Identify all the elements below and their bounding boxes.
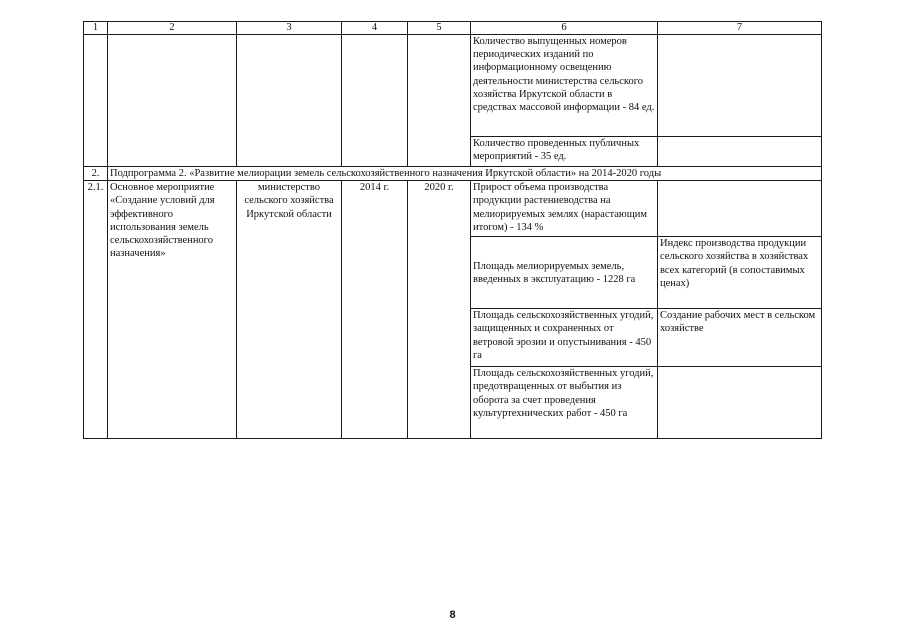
empty-cell xyxy=(108,309,237,439)
page-number: 8 xyxy=(449,609,456,621)
empty-cell xyxy=(237,35,342,167)
measure-cell: Основное мероприятие «Создание условий для эффективного использования земель сельскохозяйственного назначения» xyxy=(108,181,237,309)
empty-cell xyxy=(408,309,471,439)
empty-cell xyxy=(658,181,822,237)
empty-cell xyxy=(84,309,108,439)
table-row xyxy=(84,35,822,137)
empty-cell xyxy=(84,35,108,167)
end-year-cell: 2020 г. xyxy=(408,181,471,309)
start-year-cell: 2014 г. xyxy=(342,181,408,309)
subprogram-row xyxy=(84,167,822,181)
column-number-cell: 4 xyxy=(342,22,408,35)
indicator-cell: Площадь мелиорируемых земель, введенных в эксплуатацию - 1228 га xyxy=(471,237,658,309)
column-number-cell: 5 xyxy=(408,22,471,35)
column-number-cell: 7 xyxy=(658,22,822,35)
empty-cell xyxy=(408,35,471,167)
row-number: 2.1. xyxy=(84,181,108,309)
indicator-cell: Количество проведенных публичных мероприятий - 35 ед. xyxy=(471,137,658,167)
row-number: 2. xyxy=(84,167,108,181)
indicator-cell: Площадь сельскохозяйственных угодий, защищенных и сохраненных от ветровой эрозии и опустынивания - 450 га xyxy=(471,309,658,367)
empty-cell xyxy=(658,137,822,167)
subprogram-title: Подпрограмма 2. «Развитие мелиорации земель сельскохозяйственного назначения Иркутской области» на 2014-2020 годы xyxy=(108,167,822,181)
column-number-cell: 1 xyxy=(84,22,108,35)
result-cell: Создание рабочих мест в сельском хозяйстве xyxy=(658,309,822,367)
executor-cell: министерство сельского хозяйства Иркутской области xyxy=(237,181,342,309)
indicator-cell: Площадь сельскохозяйственных угодий, предотвращенных от выбытия из оборота за счет проведения культуртехнических работ - 450 га xyxy=(471,367,658,439)
column-number-cell: 2 xyxy=(108,22,237,35)
result-cell: Индекс производства продукции сельского хозяйства в хозяйствах всех категорий (в сопоставимых ценах) xyxy=(658,237,822,309)
empty-cell xyxy=(658,35,822,137)
empty-cell xyxy=(342,35,408,167)
column-number-row xyxy=(84,22,822,35)
empty-cell xyxy=(342,309,408,439)
table-row xyxy=(84,181,822,237)
indicator-cell: Количество выпущенных номеров периодических изданий по информационному освещению деятельности министерства сельского хозяйства Иркутской области в средствах массовой информации - 84 ед. xyxy=(471,35,658,137)
empty-cell xyxy=(237,309,342,439)
empty-cell xyxy=(108,35,237,167)
column-number-cell: 6 xyxy=(471,22,658,35)
column-number-cell: 3 xyxy=(237,22,342,35)
table-row xyxy=(84,309,822,367)
empty-cell xyxy=(658,367,822,439)
program-table xyxy=(83,21,822,439)
indicator-cell: Прирост объема производства продукции растениеводства на мелиорируемых землях (нарастающим итогом) - 134 % xyxy=(471,181,658,237)
